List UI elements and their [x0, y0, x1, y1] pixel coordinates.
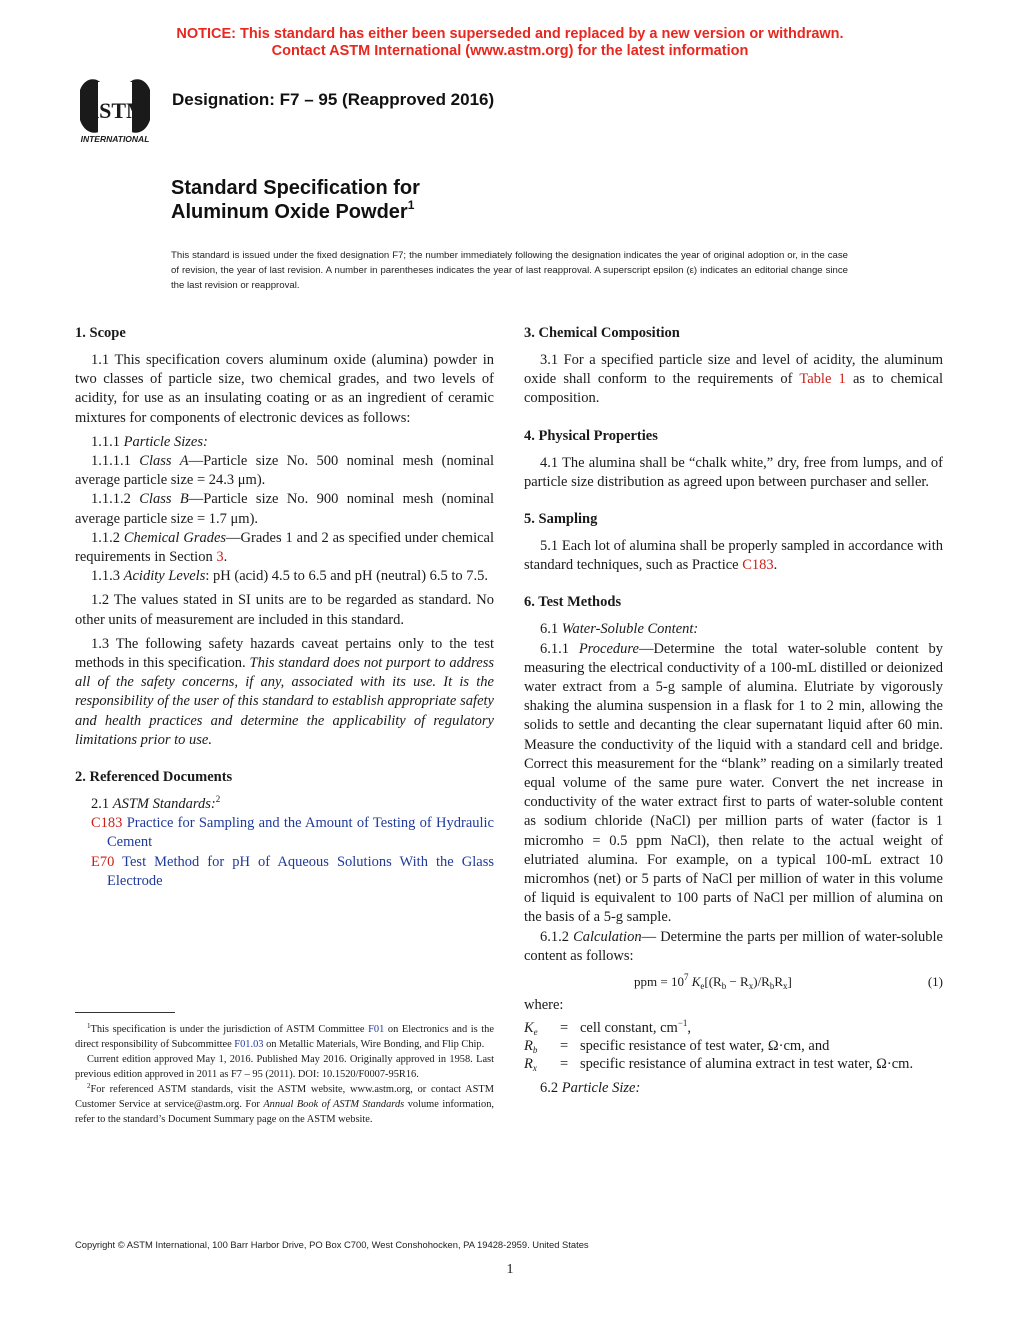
section-heading-referenced: 2. Referenced Documents	[75, 769, 233, 786]
where-label: where:	[524, 997, 564, 1014]
para-1-1-2: 1.1.2 Chemical Grades—Grades 1 and 2 as specified under chemical requirements in Section 3.	[75, 529, 495, 566]
superseded-notice	[0, 26, 1020, 60]
footnote-2: $^2$For referenced ASTM standards, visit the ASTM website, www.astm.org, or contact ASTM Customer Service at service@astm.org. For Annual Book of ASTM Standards volume information, refer to the standard’s Document Summary page on the ASTM website.	[75, 1082, 494, 1125]
section-heading-sampling: 5. Sampling	[524, 511, 598, 528]
definition-rx: $R_x$ = specific resistance of alumina extract in test water, Ω·cm.	[524, 1056, 914, 1074]
para-2-1: 2.1 ASTM Standards:$^2$	[91, 794, 221, 813]
copyright-footer: Copyright © ASTM International, 100 Barr Harbor Drive, PO Box C700, West Conshohocken, PA 19428-2959. United States	[75, 1239, 589, 1250]
section-heading-test-methods: 6. Test Methods	[524, 594, 622, 611]
f01-link[interactable]: F01	[368, 1024, 385, 1035]
issuance-note: This standard is issued under the fixed designation F7; the number immediately following the designation indicates the year of original adoption or, in the case of revision, the year of last revision. A number in parentheses indicates the year of last reapproval. A superscript epsilon (ε) indicates an editorial change since the last revision or reapproval.	[171, 250, 848, 291]
para-1-2: 1.2 The values stated in SI units are to be regarded as standard. No other units of measurement are included in this standard.	[75, 592, 494, 628]
para-6-1-2: 6.1.2 Calculation— Determine the parts per million of water-soluble content as follows:	[524, 928, 943, 964]
right-column	[524, 324, 943, 1098]
table-1-link[interactable]: Table 1	[799, 371, 846, 388]
f01-03-link[interactable]: F01.03	[234, 1039, 264, 1050]
title-line-2: Aluminum Oxide Powder$^1$	[171, 198, 415, 223]
definition-rb: $R_b$ = specific resistance of test water, Ω·cm, and	[524, 1038, 830, 1056]
title-line-1: Standard Specification for	[171, 177, 420, 199]
para-1-1-1-1: 1.1.1.1 Class A—Particle size No. 500 nominal mesh (nominal average particle size = 24.3 μm).	[75, 453, 494, 489]
section-heading-physical: 4. Physical Properties	[524, 427, 658, 444]
para-1-1-1-2: 1.1.1.2 Class B—Particle size No. 900 nominal mesh (nominal average particle size = 1.7 μm).	[75, 491, 494, 527]
reference-c183[interactable]: C183 Practice for Sampling and the Amount of Testing of Hydraulic Cement	[91, 815, 494, 851]
reference-e70[interactable]: E70 Test Method for pH of Aqueous Solutions With the Glass Electrode	[91, 853, 494, 889]
para-6-1-1: 6.1.1 Procedure—Determine the total water-soluble content by measuring the electrical conductivity of a 100-mL distilled or deionized water extract from a 5-g sample of alumina. Elutriate by vigorously shaking the alumina suspension in a flask for 1 to 2 min, allowing the solids to settle and decanting the clear supernatant liquid after 60 min. Measure the conductivity of the liquid with a standard cell and bridge. Correct this measurement for the “blank” reading on a similarly treated equal volume of the same pure water. Convert the net increase in conductivity of the water extract first to parts of water-soluble content as sodium chloride (NaCl) per million parts of water (factor is 1 micromho = 0.5 ppm NaCl), then relate to the actual weight of elutriated alumina. For example, on a typical 100-mL extract 10 micromhos (net) or 5 parts of NaCl per million of water in this volume of liquid is equivalent to 100 parts of NaCl per million of alumina on the basis of a 5-g sample.	[524, 640, 944, 926]
document-title	[171, 176, 420, 224]
section-heading-chemical: 3. Chemical Composition	[524, 325, 680, 341]
footnote-2-mark[interactable]: 2	[215, 794, 221, 805]
para-1-1-1: 1.1.1 Particle Sizes:	[91, 433, 208, 450]
designation: Designation: F7 – 95 (Reapproved 2016)	[172, 90, 495, 109]
variable-definitions	[524, 1019, 943, 1073]
equation-formula: ppm = $10^7$ $K_e[(R_b - R_x)/R_bR_x]$	[634, 972, 792, 992]
para-4-1: 4.1 The alumina shall be “chalk white,” dry, free from lumps, and of particle size distribution as agreed upon between purchaser and seller.	[524, 454, 943, 490]
definition-ke: $K_e$ = cell constant, $cm^{-1}$,	[524, 1018, 692, 1038]
para-1-1: 1.1 This specification covers aluminum oxide (alumina) powder in two classes of particle size, two chemical grades, and two levels of acidity, for use as an insulating coating or as an ingredient of ceramic mixtures for components of electronic devices as follows:	[75, 352, 494, 426]
left-column	[75, 324, 494, 891]
section-3-link[interactable]: 3	[216, 549, 224, 566]
equation-number: (1)	[927, 974, 943, 990]
para-6-2: 6.2 Particle Size:	[540, 1080, 641, 1097]
astm-logo-icon	[74, 74, 164, 146]
notice-line-2: Contact ASTM International (www.astm.org) for the latest information	[271, 43, 749, 59]
logo-text: ASTM	[83, 98, 147, 123]
footnote-1: $^1$This specification is under the jurisdiction of ASTM Committee F01 on Electronics and is the direct responsibility of Subcommittee F01.03 on Metallic Materials, Wire Bonding, and Flip Chip.	[75, 1022, 494, 1050]
footnotes	[75, 1022, 494, 1127]
para-1-3: 1.3 The following safety hazards caveat pertains only to the test methods in this specification. This standard does not purport to address all of the safety concerns, if any, associated with its use. It is the responsibility of the user of this standard to establish appropriate safety and health practices and determine the applicability of regulatory limitations prior to use.	[75, 635, 494, 748]
para-1-1-3: 1.1.3 Acidity Levels: pH (acid) 4.5 to 6.5 and pH (neutral) 6.5 to 7.5.	[91, 568, 489, 585]
para-5-1: 5.1 Each lot of alumina shall be properly sampled in accordance with standard techniques, such as Practice C183.	[524, 538, 943, 574]
para-6-1: 6.1 Water-Soluble Content:	[540, 621, 699, 638]
section-heading-scope: 1. Scope	[75, 325, 126, 341]
notice-line-1: NOTICE: This standard has either been superseded and replaced by a new version or withdrawn.	[176, 26, 844, 42]
equation-1	[524, 970, 943, 996]
footnote-1-edition: Current edition approved May 1, 2016. Published May 2016. Originally approved in 1958. Last previous edition approved in 2011 as F7 – 95 (2011). DOI: 10.1520/F0007-95R16.	[75, 1054, 494, 1080]
footnote-divider	[75, 1012, 175, 1013]
title-footnote-mark[interactable]: 1	[407, 198, 415, 212]
astm-logo	[74, 74, 164, 146]
c183-link[interactable]: C183	[742, 557, 774, 574]
page-number: 1	[506, 1262, 514, 1277]
logo-subtext: INTERNATIONAL	[80, 134, 150, 144]
para-3-1: 3.1 For a specified particle size and level of acidity, the aluminum oxide shall conform to the requirements of Table 1 as to chemical composition.	[524, 352, 943, 407]
